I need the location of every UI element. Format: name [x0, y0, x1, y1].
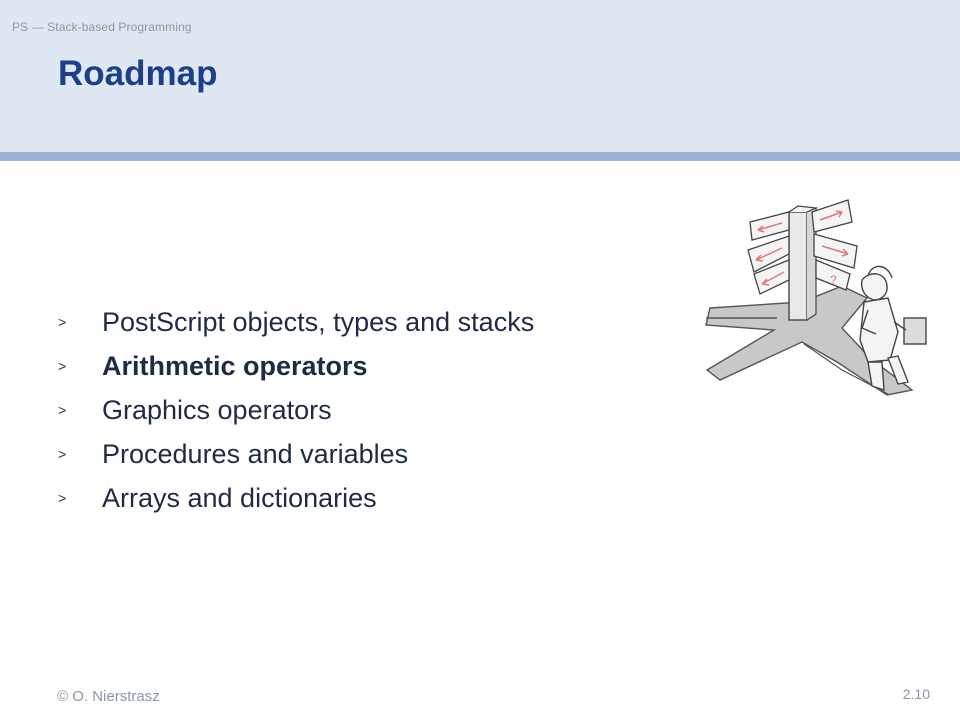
bullet-marker: >	[58, 490, 67, 506]
page-number: 2.10	[902, 686, 930, 702]
slide-title: Roadmap	[58, 54, 218, 93]
bullet-item	[58, 476, 534, 520]
bullet-item	[58, 388, 534, 432]
bullet-item-current	[58, 344, 534, 388]
header-divider	[0, 152, 960, 161]
signpost-pole	[789, 212, 807, 320]
bullet-marker: >	[58, 314, 67, 330]
bullet-marker: >	[58, 402, 67, 418]
signpost-crossroads-icon	[692, 190, 927, 400]
course-label: PS — Stack-based Programming	[12, 20, 192, 34]
bullet-text: Arrays and dictionaries	[102, 482, 377, 513]
footer-copyright: © O. Nierstrasz	[57, 688, 160, 705]
bullet-text: PostScript objects, types and stacks	[102, 306, 535, 337]
bullet-marker: >	[58, 446, 67, 462]
bullet-text: Arithmetic operators	[102, 350, 368, 381]
bullet-item	[58, 300, 534, 344]
sign-question-mark: ?	[830, 273, 837, 287]
bullet-text: Procedures and variables	[102, 438, 409, 469]
bullet-item	[58, 432, 534, 476]
thinking-person	[860, 266, 926, 390]
bullet-text: Graphics operators	[102, 394, 332, 425]
bullet-list	[58, 300, 534, 520]
bullet-marker: >	[58, 358, 67, 374]
